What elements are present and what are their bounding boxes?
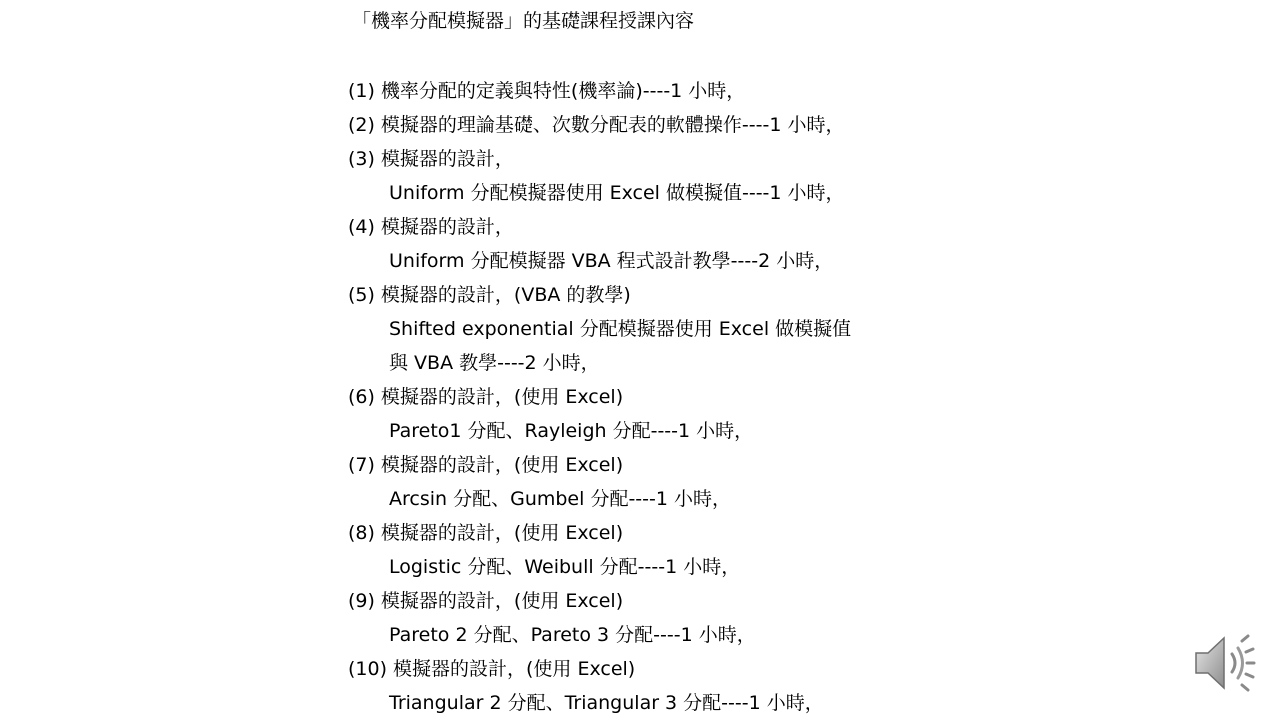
course-item-9 — [348, 584, 988, 618]
item-text: Triangular 2 分配、Triangular 3 分配----1 小時， — [389, 692, 824, 714]
item-number: (7) — [348, 454, 375, 476]
item-text: Logistic 分配、Weibull 分配----1 小時， — [389, 556, 741, 578]
course-item-1 — [348, 74, 988, 108]
item-text: 模擬器的設計，(使用 Excel) — [393, 658, 636, 680]
course-item-2 — [348, 108, 988, 142]
item-text: 模擬器的設計，(使用 Excel) — [380, 590, 624, 612]
item-text: 模擬器的設計， — [380, 148, 514, 170]
item-number: (1) — [348, 80, 375, 102]
item-text: 機率分配的定義與特性(機率論)----1 小時， — [380, 80, 746, 102]
course-item-6 — [348, 380, 988, 414]
item-text: Uniform 分配模擬器使用 Excel 做模擬值----1 小時， — [389, 182, 845, 204]
course-item-6-detail — [348, 414, 988, 448]
item-text: 模擬器的設計，(使用 Excel) — [380, 522, 624, 544]
item-number: (10) — [348, 658, 388, 680]
item-number: (6) — [348, 386, 375, 408]
course-item-9-detail — [348, 618, 988, 652]
item-text: Pareto1 分配、Rayleigh 分配----1 小時， — [389, 420, 754, 442]
course-item-5-detail-cont — [348, 346, 988, 380]
item-text: Arcsin 分配、Gumbel 分配----1 小時， — [389, 488, 731, 510]
item-text: 模擬器的設計， — [380, 216, 514, 238]
course-item-10 — [348, 652, 988, 686]
item-number: (9) — [348, 590, 375, 612]
speaker-icon-graphic — [1192, 633, 1256, 693]
course-item-5-detail — [348, 312, 988, 346]
course-item-7 — [348, 448, 988, 482]
course-item-7-detail — [348, 482, 988, 516]
course-item-5 — [348, 278, 988, 312]
item-text: Uniform 分配模擬器 VBA 程式設計教學----2 小時， — [389, 250, 834, 272]
speaker-icon[interactable] — [1192, 633, 1256, 693]
item-text: 模擬器的設計，(使用 Excel) — [380, 386, 624, 408]
course-item-10-detail — [348, 686, 988, 720]
item-text: Shifted exponential 分配模擬器使用 Excel 做模擬值 — [389, 318, 852, 340]
course-item-3 — [348, 142, 988, 176]
item-number: (2) — [348, 114, 375, 136]
course-list — [348, 74, 988, 720]
item-number: (5) — [348, 284, 375, 306]
item-text: 模擬器的設計，(VBA 的教學) — [380, 284, 631, 306]
course-item-4-detail — [348, 244, 988, 278]
item-text: 與 VBA 教學----2 小時， — [389, 352, 600, 374]
item-text: 模擬器的設計，(使用 Excel) — [380, 454, 624, 476]
item-number: (3) — [348, 148, 375, 170]
slide-title: 「機率分配模擬器」的基礎課程授課內容 — [352, 10, 695, 32]
item-text: 模擬器的理論基礎、次數分配表的軟體操作----1 小時， — [380, 114, 845, 136]
course-item-8-detail — [348, 550, 988, 584]
item-number: (8) — [348, 522, 375, 544]
item-text: Pareto 2 分配、Pareto 3 分配----1 小時， — [389, 624, 756, 646]
course-item-4 — [348, 210, 988, 244]
course-item-3-detail — [348, 176, 988, 210]
course-item-8 — [348, 516, 988, 550]
item-number: (4) — [348, 216, 375, 238]
